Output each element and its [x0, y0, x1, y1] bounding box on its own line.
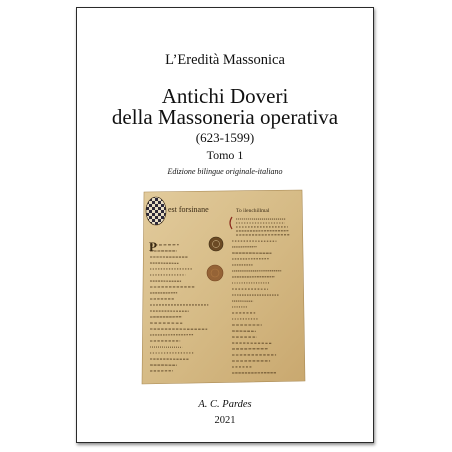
- book-cover: [76, 7, 374, 443]
- manuscript-image: [140, 189, 307, 385]
- rosette-lower: [207, 265, 223, 281]
- book-title: [77, 86, 373, 128]
- series-title: L’Eredità Massonica: [165, 52, 285, 68]
- manuscript-heading-right: To ilenchillmal: [236, 208, 270, 214]
- edition-note: Edizione bilingue originale-italiano: [167, 167, 283, 176]
- rosette-upper: [209, 237, 223, 251]
- title-line-1: Antichi Doveri: [161, 84, 289, 108]
- author: A. C. Pardes: [198, 399, 252, 410]
- volume-label: Tomo 1: [206, 148, 244, 162]
- decorated-initial: [146, 197, 166, 225]
- date-range: (623-1599): [195, 130, 255, 145]
- publication-year: 2021: [214, 415, 236, 426]
- manuscript-initial-p: P: [149, 239, 157, 254]
- title-line-2: della Massoneria operativa: [111, 105, 339, 129]
- manuscript-heading-left: est forsinane: [168, 205, 209, 214]
